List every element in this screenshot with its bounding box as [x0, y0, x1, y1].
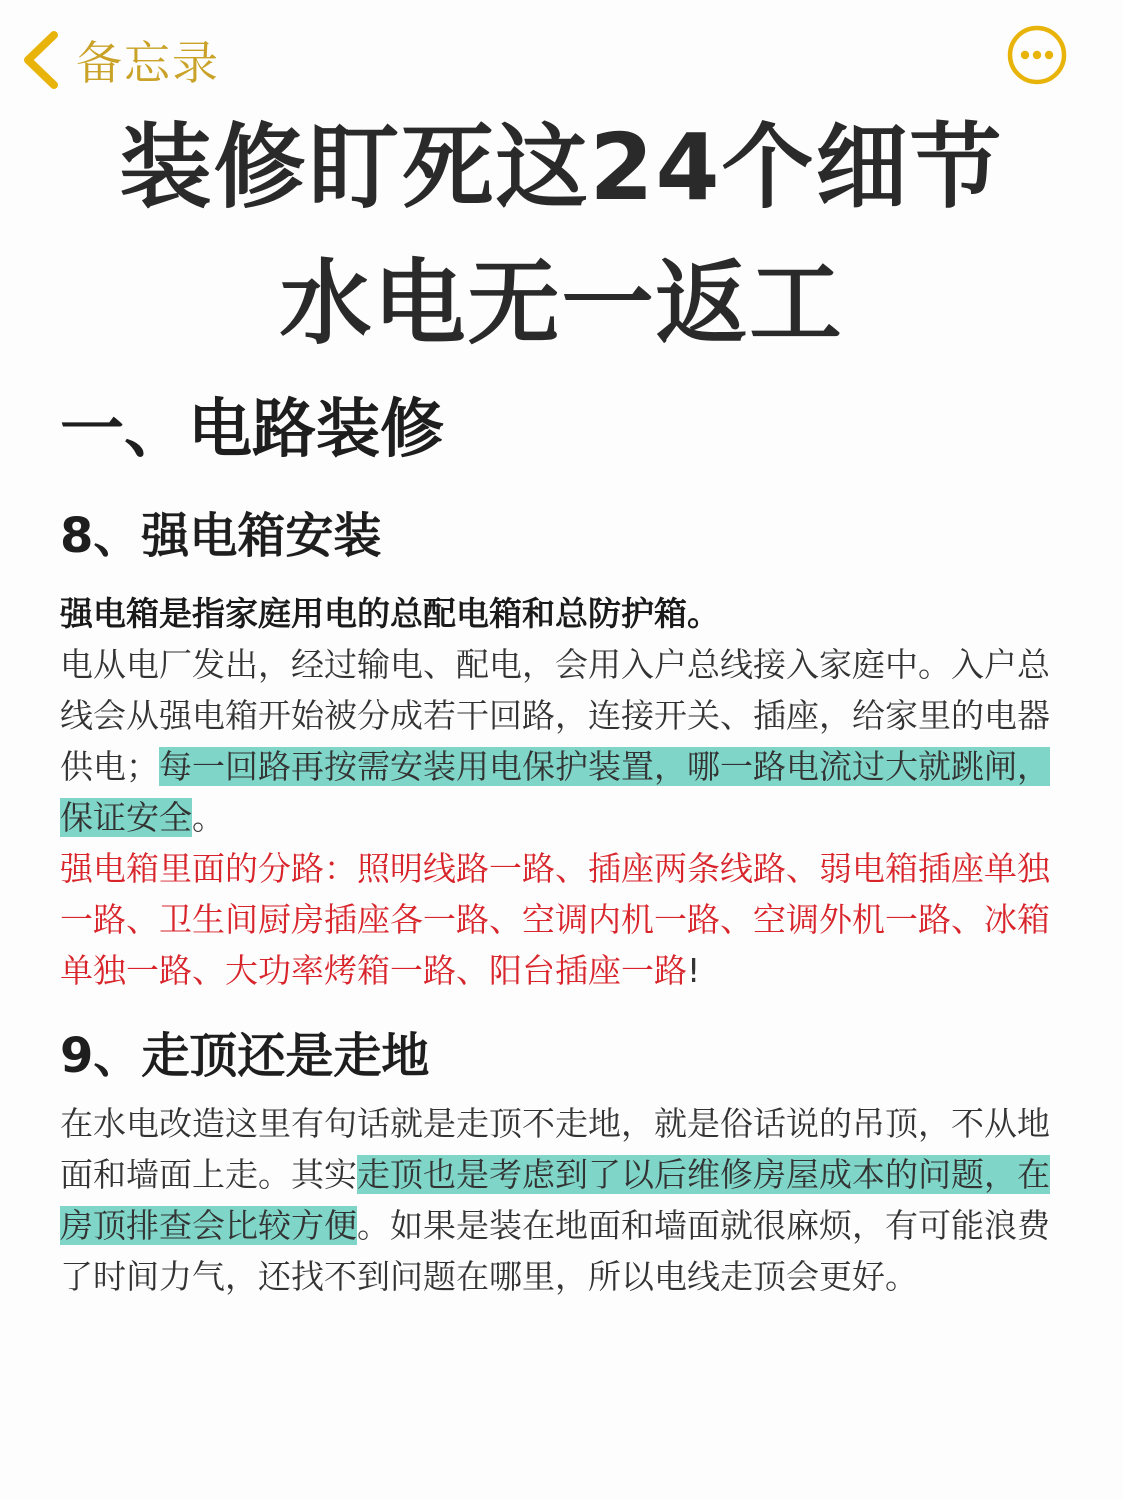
item-8-text-end: 。: [192, 798, 225, 837]
item-9-body: [60, 1098, 1065, 1302]
chevron-left-icon: [20, 29, 60, 91]
page-title-line-2: 水电无一返工: [279, 250, 844, 357]
item-8-red-end: !: [687, 951, 701, 990]
item-8-highlight: 每一回路再按需安装用电保护装置，哪一路电流过大就跳闸，保证安全: [60, 747, 1050, 837]
item-9-text-2: 。如果是装在地面和墙面就很麻烦，有可能浪费了时间力气，还找不到问题在哪里，所以电线走顶会更好。: [60, 1206, 1050, 1296]
item-9-text-1: 在水电改造这里有句话就是走顶不走地，就是俗话说的吊顶，不从地面和墙面上走。其实: [60, 1104, 1050, 1194]
item-8-heading: 8、强电箱安装: [60, 508, 382, 564]
item-8-red-paragraph: [60, 843, 1065, 996]
item-9-heading: 9、走顶还是走地: [60, 1028, 430, 1084]
back-label: 备忘录: [76, 36, 220, 90]
page-title-line-1: 装修盯死这24个细节: [119, 114, 1004, 221]
item-8-paragraph: [60, 639, 1065, 843]
item-8-bold-line: 强电箱是指家庭用电的总配电箱和总防护箱。: [60, 594, 720, 633]
item-8-body: [60, 588, 1065, 996]
nav-bar: [0, 18, 1123, 98]
more-circle-icon: [1006, 24, 1068, 86]
item-8-red-text: 强电箱里面的分路：照明线路一路、插座两条线路、弱电箱插座单独一路、卫生间厨房插座各一路、空调内机一路、空调外机一路、冰箱单独一路、大功率烤箱一路、阳台插座一路: [60, 849, 1050, 990]
back-button[interactable]: [20, 28, 220, 92]
item-9-highlight: 走顶也是考虑到了以后维修房屋成本的问题，在房顶排查会比较方便: [60, 1155, 1050, 1245]
item-9-paragraph: [60, 1098, 1065, 1302]
item-8-text: 电从电厂发出，经过输电、配电，会用入户总线接入家庭中。入户总线会从强电箱开始被分成若干回路，连接开关、插座，给家里的电器供电；: [60, 645, 1050, 786]
more-button[interactable]: [1006, 24, 1068, 86]
section-heading: 一、电路装修: [60, 393, 444, 467]
